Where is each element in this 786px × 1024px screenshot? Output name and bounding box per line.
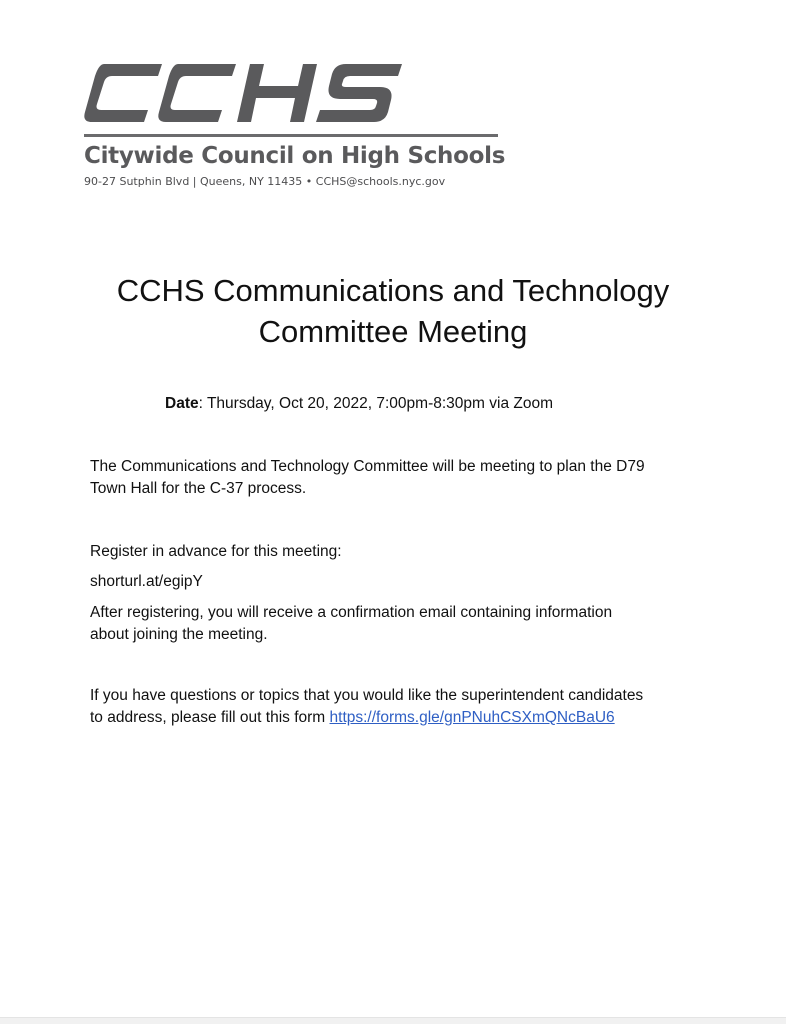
date-label: Date [165,395,199,412]
meeting-date [165,393,786,415]
cchs-logo [84,62,404,124]
letterhead-divider [84,134,498,137]
page-title-line-2: Committee Meeting [258,314,528,349]
register-url[interactable]: shorturl.at/egipY [90,573,203,590]
date-value: : Thursday, Oct 20, 2022, 7:00pm-8:30pm via Zoom [198,395,553,412]
questions-line-2: to address, please fill out this form [90,709,330,726]
page-title-line-1: CCHS Communications and Technology [116,273,670,308]
questions-paragraph [90,685,730,729]
intro-paragraph [90,456,730,500]
org-name: Citywide Council on High Schools [84,143,506,169]
register-note-line-1: After registering, you will receive a confirmation email containing information [90,604,613,621]
intro-line-2: Town Hall for the C-37 process. [90,480,307,497]
intro-line-1: The Communications and Technology Committee will be meeting to plan the D79 [90,458,645,475]
org-address: 90-27 Sutphin Blvd | Queens, NY 11435 • CCHS@schools.nyc.gov [84,175,446,188]
form-link[interactable]: https://forms.gle/gnPNuhCSXmQNcBaU6 [329,709,615,726]
questions-line-1: If you have questions or topics that you would like the superintendent candidates [90,687,644,704]
page-bottom-edge [0,1017,786,1024]
register-heading: Register in advance for this meeting: [90,543,342,560]
register-note-line-2: about joining the meeting. [90,626,268,643]
letterhead [84,62,506,188]
page-title [0,270,786,352]
register-note [90,602,730,646]
